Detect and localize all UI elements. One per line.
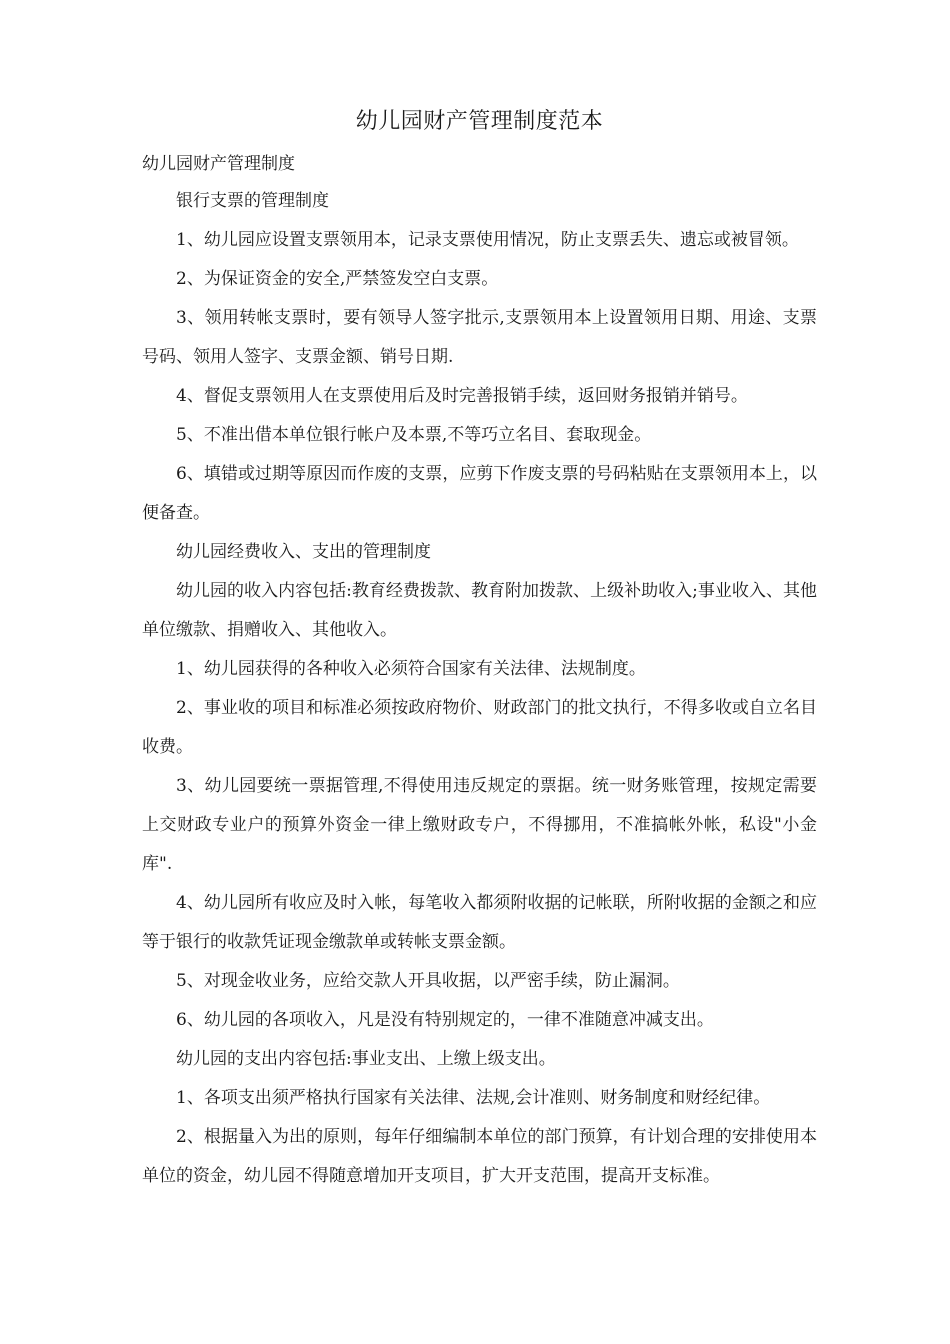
paragraph: 4、幼儿园所有收应及时入帐，每笔收入都须附收据的记帐联，所附收据的金额之和应等于银行的收款凭证现金缴款单或转帐支票金额。 [142, 893, 817, 952]
paragraph: 5、不准出借本单位银行帐户及本票,不等巧立名目、套取现金。 [176, 425, 652, 445]
section-heading: 幼儿园经费收入、支出的管理制度 [176, 542, 431, 562]
paragraph: 4、督促支票领用人在支票使用后及时完善报销手续，返回财务报销并销号。 [176, 386, 748, 406]
paragraph: 2、事业收的项目和标准必须按政府物价、财政部门的批文执行，不得多收或自立名目收费。 [142, 698, 817, 757]
section-heading: 银行支票的管理制度 [176, 191, 329, 211]
paragraph: 幼儿园的收入内容包括:教育经费拨款、教育附加拨款、上级补助收入;事业收入、其他单位缴款、捐赠收入、其他收入。 [142, 581, 817, 640]
paragraph: 1、幼儿园应设置支票领用本，记录支票使用情况，防止支票丢失、遗忘或被冒领。 [176, 230, 799, 250]
paragraph: 6、填错或过期等原因而作废的支票，应剪下作废支票的号码粘贴在支票领用本上，以便备查。 [142, 464, 817, 523]
document-subtitle: 幼儿园财产管理制度 [142, 154, 295, 174]
paragraph: 5、对现金收业务，应给交款人开具收据，以严密手续，防止漏洞。 [176, 971, 680, 991]
paragraph: 2、根据量入为出的原则，每年仔细编制本单位的部门预算，有计划合理的安排使用本单位的资金，幼儿园不得随意增加开支项目，扩大开支范围，提高开支标准。 [142, 1127, 817, 1186]
paragraph: 2、为保证资金的安全,严禁签发空白支票。 [176, 269, 499, 289]
paragraph: 幼儿园的支出内容包括:事业支出、上缴上级支出。 [176, 1049, 556, 1069]
paragraph: 3、幼儿园要统一票据管理,不得使用违反规定的票据。统一财务账管理，按规定需要上交财政专业户的预算外资金一律上缴财政专户，不得挪用，不准搞帐外帐，私设"小金库". [142, 776, 817, 874]
paragraph: 1、各项支出须严格执行国家有关法律、法规,会计准则、财务制度和财经纪律。 [176, 1088, 771, 1108]
paragraph: 6、幼儿园的各项收入，凡是没有特别规定的，一律不准随意冲减支出。 [176, 1010, 714, 1030]
paragraph: 1、幼儿园获得的各种收入必须符合国家有关法律、法规制度。 [176, 659, 646, 679]
document-title: 幼儿园财产管理制度范本 [355, 109, 604, 134]
document-page [142, 100, 817, 1196]
paragraph: 3、领用转帐支票时，要有领导人签字批示,支票领用本上设置领用日期、用途、支票号码、领用人签字、支票金额、销号日期. [142, 308, 817, 367]
